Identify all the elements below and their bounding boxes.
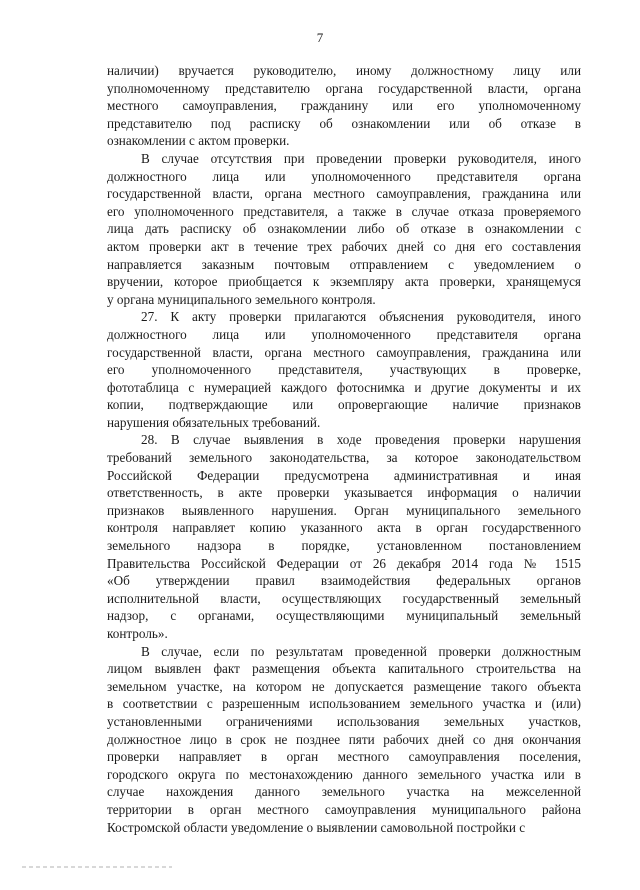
text-line: лица дать расписку об ознакомлении либо об отказе в ознакомлении с [107,221,581,237]
paragraph [107,643,581,837]
text-line: «Об утверждении правил взаимодействия федеральных органов [107,573,581,589]
text-line: направляется заказным почтовым отправлением с уведомлением о [107,256,581,272]
document-body [107,62,581,836]
paragraph [107,62,581,150]
text-line: Российской Федерации предусмотрена административная и иная [107,467,581,483]
text-line: его уполномоченного представителя, участвующих в проверке, [107,362,581,378]
text-line: нарушения обязательных требований. [107,414,321,430]
text-line: земельном участке, на котором не допускается размещение такого объекта [107,678,581,694]
paragraph [107,308,581,431]
text-line: фототаблица с нумерацией каждого фотоснимка и другие документы и их [107,379,581,395]
text-line: случае нахождения данного земельного участка на межселенной [107,784,581,800]
text-line: уполномоченному представителю органа государственной власти, органа [107,80,581,96]
text-line: государственной власти, органа местного самоуправления, гражданина или [107,344,581,360]
text-line: ответственность, в акте проверки указывается информация о наличии [107,485,581,501]
text-line: представителю под расписку об ознакомлении или об отказе в [107,115,581,131]
text-line: Костромской области уведомление о выявлении самовольной постройки с [107,819,526,835]
text-line: Правительства Российской Федерации от 26 декабря 2014 года № 1515 [107,555,581,571]
text-line: проверки направляет в орган местного самоуправления поселения, [107,749,581,765]
text-line: вручении, которое приобщается к экземпляру акта проверки, хранящемуся [107,274,581,290]
text-line: надзор, с органами, осуществляющими муниципальный земельный [107,608,581,624]
text-line: должностное лицо в срок не позднее пяти рабочих дней со дня окончания [107,731,581,747]
text-line: земельного надзора в порядке, установленном постановлением [107,538,581,554]
text-line: установленными ограничениями использования земельных участков, [107,713,581,729]
text-line: контроля направляет копию указанного акта в орган государственного [107,520,581,536]
text-line: его уполномоченного представителя, а также в случае отказа проверяемого [107,203,581,219]
text-line: территории в орган местного самоуправления муниципального района [107,801,581,817]
text-line: требований земельного законодательства, за которое законодательством [107,450,581,466]
text-line: городского округа по местонахождению данного земельного участка или в [107,766,581,782]
text-line: в соответствии с разрешенным использованием земельного участка и (или) [107,696,581,712]
text-line: В случае, если по результатам проведенной проверки должностным [141,643,581,659]
text-line: у органа муниципального земельного контроля. [107,291,376,307]
text-line: контроль». [107,626,168,641]
page-number: 7 [316,30,324,45]
text-line: должностного лица или уполномоченного представителя органа [107,326,581,342]
text-line: признаков выявленного нарушения. Орган муниципального земельного [107,502,581,518]
text-line: местного самоуправления, гражданину или его уполномоченному [107,98,581,114]
text-line: ознакомлении с актом проверки. [107,133,290,149]
text-line: исполнительной власти, осуществляющих государственный земельный [107,590,581,606]
scan-artifact [22,866,172,868]
text-line: государственной власти, органа местного самоуправления, гражданина или [107,186,581,202]
text-line: лицом выявлен факт размещения объекта капитального строительства на [107,661,581,677]
text-line: наличии) вручается руководителю, иному должностному лицу или [107,63,581,78]
text-line: актом проверки акт в течение трех рабочих дней со дня его составления [107,238,581,254]
text-line: 27. К акту проверки прилагаются объяснения руководителя, иного [141,309,581,325]
paragraph [107,150,581,308]
text-line: копии, подтверждающие или опровергающие наличие признаков [107,397,581,413]
text-line: В случае отсутствия при проведении проверки руководителя, иного [141,150,581,166]
paragraph [107,431,581,642]
text-line: должностного лица или уполномоченного представителя органа [107,168,581,184]
text-line: 28. В случае выявления в ходе проведения проверки нарушения [141,432,581,448]
